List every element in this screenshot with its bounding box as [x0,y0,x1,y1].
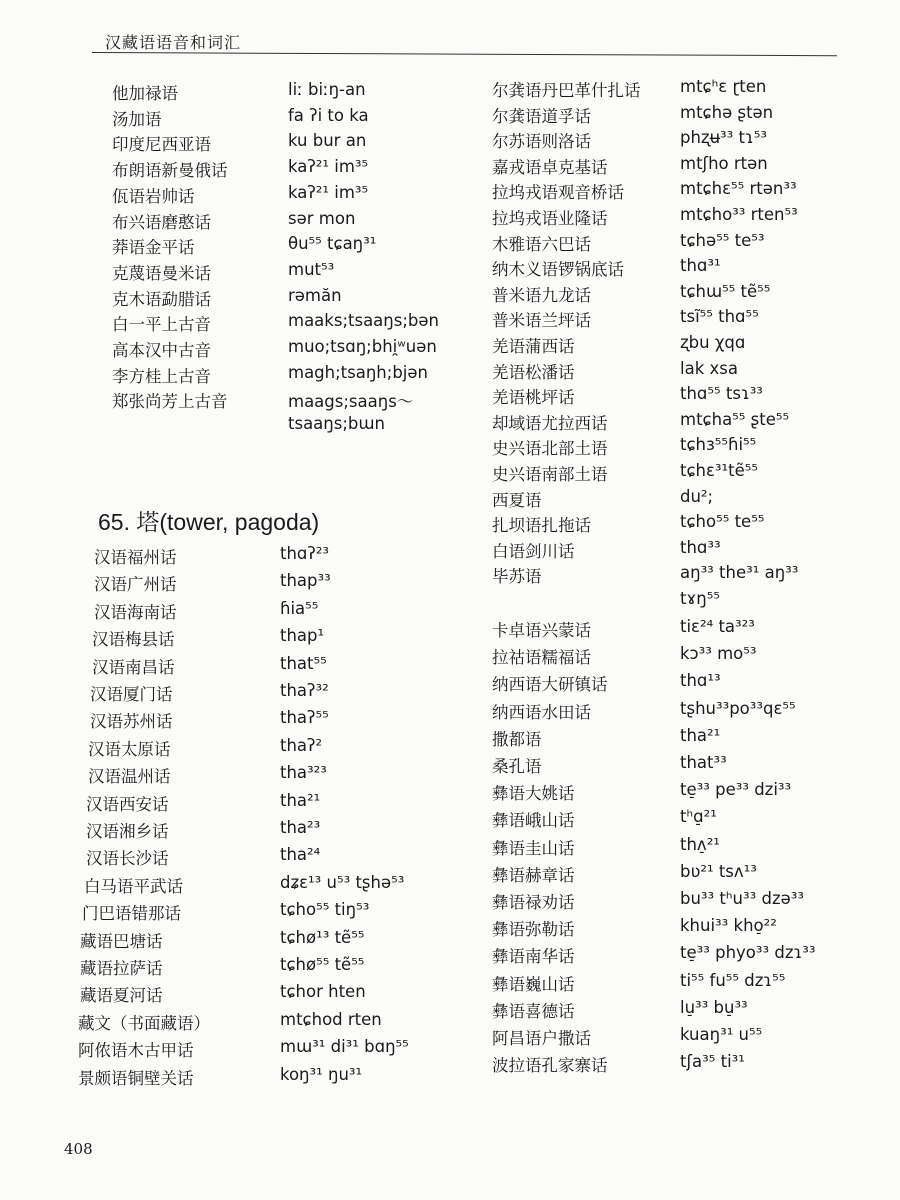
phonetic-form: mtɕʰɛ ɽten [680,77,767,96]
language-name: 汉语苏州话 [90,712,173,731]
language-name: 藏语夏河话 [80,986,163,1005]
phonetic-form: phʐʉ³³ tɿ⁵³ [680,128,767,147]
phonetic-form: thap¹ [280,626,325,645]
language-name: 史兴语南部土语 [492,465,608,484]
language-name: 藏语拉萨话 [80,959,163,978]
language-name: 汉语广州话 [94,575,177,594]
language-name: 汉语长沙话 [86,849,169,868]
running-header: 汉藏语语音和词汇 [105,33,242,52]
language-name: 却域语尤拉西话 [492,414,608,433]
phonetic-form: tha³²³ [280,763,327,782]
phonetic-form: te̠³³ phyo³³ dzɿ³³ [680,943,816,962]
language-name: 白语剑川话 [492,542,575,561]
language-name: 纳西语大研镇话 [492,675,608,694]
phonetic-form: mut⁵³ [288,260,335,279]
language-name: 门巴语错那话 [82,904,181,923]
phonetic-form: that³³ [680,753,727,772]
phonetic-form: mtɕhə ʂtən [680,103,774,122]
language-name: 克蔑语曼米话 [112,264,211,283]
language-name: 普米语兰坪话 [492,311,591,330]
phonetic-form: thɑ¹³ [680,671,721,690]
phonetic-form: tʃa³⁵ ti³¹ [680,1052,745,1071]
phonetic-form: tɕhø⁵⁵ tẽ⁵⁵ [280,955,365,974]
language-name: 尔龚语道孚话 [492,107,591,126]
language-name: 纳木义语锣锅底话 [492,260,624,279]
phonetic-form: lak xsa [680,359,738,378]
language-name: 彝语南华话 [492,947,575,966]
language-name: 史兴语北部土语 [492,439,608,458]
language-name: 尔龚语丹巴革什扎话 [492,81,641,100]
language-name: 彝语弥勒话 [492,920,575,939]
phonetic-form: fa ʔi to ka [288,106,369,125]
language-name: 白一平上古音 [112,315,211,334]
language-name: 波拉语孔家寨话 [492,1056,608,1075]
phonetic-form: kaʔ²¹ im³⁵ [288,157,369,176]
phonetic-form: tsĩ⁵⁵ thɑ⁵⁵ [680,307,759,326]
language-name: 彝语巍山话 [492,975,575,994]
phonetic-form: mtɕhod rten [280,1010,382,1029]
phonetic-form: kɔ³³ mo⁵³ [680,644,757,663]
phonetic-form: mɯ³¹ di³¹ bɑŋ⁵⁵ [280,1037,409,1056]
phonetic-form: tɕhɯ⁵⁵ tẽ⁵⁵ [680,282,771,301]
language-name: 嘉戎语卓克基话 [492,158,608,177]
language-name: 普米语九龙话 [492,286,591,305]
phonetic-form: mtɕha⁵⁵ ʂte⁵⁵ [680,410,790,429]
language-name: 布朗语新曼俄话 [112,161,228,180]
language-name: 布兴语磨憨话 [112,213,211,232]
language-name: 郑张尚芳上古音 [112,392,228,411]
language-name: 藏语巴塘话 [80,932,163,951]
phonetic-form: sər mon [288,209,356,228]
section-heading [98,504,319,537]
phonetic-form: muo;tsɑŋ;bhi̯ʷuən [288,337,437,356]
phonetic-form: tɕhor hten [280,982,366,1001]
phonetic-form: thaʔ⁵⁵ [280,708,329,727]
language-name: 李方桂上古音 [112,367,211,386]
language-name: 拉坞戎语观音桥话 [492,183,624,202]
phonetic-form: tɕhɛ³¹tẽ⁵⁵ [680,461,758,480]
phonetic-form: ku bur an [288,131,367,150]
section-title: 塔(tower, pagoda) [136,509,320,535]
language-name: 汉语西安话 [86,795,169,814]
language-name: 拉坞戎语业隆话 [492,209,608,228]
language-name: 景颇语铜壁关话 [78,1069,194,1088]
phonetic-form: tsaaŋs;bɯn [288,414,385,433]
phonetic-form: tɕho⁵⁵ te⁵⁵ [680,512,765,531]
phonetic-form: mtʃho rtən [680,154,768,173]
language-name: 汉语南昌话 [92,658,175,677]
phonetic-form: khui³³ kho̠²² [680,916,777,935]
language-name: 汉语海南话 [94,603,177,622]
language-name: 彝语峨山话 [492,811,575,830]
phonetic-form: ɦia⁵⁵ [280,599,319,618]
language-name: 印度尼西亚语 [112,135,211,154]
phonetic-form: ʐbu χqɑ [680,333,746,352]
language-name: 彝语喜德话 [492,1002,575,1021]
phonetic-form: tha²⁴ [280,845,321,864]
phonetic-form: liː biːŋ-an [288,80,366,99]
phonetic-form: thaʔ³² [280,681,329,700]
language-name: 羌语松潘话 [492,363,575,382]
language-name: 汉语太原话 [88,740,171,759]
language-name: 羌语蒲西话 [492,337,575,356]
phonetic-form: tɕho⁵⁵ tiŋ⁵³ [280,900,370,919]
language-name: 纳西语水田话 [492,703,591,722]
phonetic-form: tʂhu³³po³³qɛ⁵⁵ [680,699,796,718]
language-name: 汉语湘乡话 [86,822,169,841]
language-name: 高本汉中古音 [112,341,211,360]
phonetic-form: thʌ̠²¹ [680,835,720,854]
language-name: 克木语勐腊话 [112,290,211,309]
phonetic-form: te̠³³ pe³³ dzi³³ [680,780,792,799]
phonetic-form: mtɕho³³ rten⁵³ [680,205,798,224]
phonetic-form: thɑʔ²³ [280,544,330,563]
language-name: 桑孔语 [492,757,542,776]
language-name: 他加禄语 [112,84,178,103]
phonetic-form: tɕhø¹³ tẽ⁵⁵ [280,928,365,947]
phonetic-form: bʋ²¹ tsʌ¹³ [680,862,757,881]
phonetic-form: kuaŋ³¹ u⁵⁵ [680,1025,763,1044]
language-name: 彝语禄劝话 [492,893,575,912]
language-name: 扎坝语扎拖话 [492,516,591,535]
phonetic-form: aŋ³³ the³¹ aŋ³³ [680,563,799,582]
phonetic-form: kaʔ²¹ im³⁵ [288,183,369,202]
phonetic-form: thap³³ [280,571,331,590]
phonetic-form: tɤŋ⁵⁵ [680,589,720,608]
phonetic-form: magh;tsaŋh;bjən [288,363,428,382]
phonetic-form: bu³³ tʰu³³ dzə³³ [680,889,804,908]
phonetic-form: tɕhɜ⁵⁵ɦi⁵⁵ [680,435,757,454]
phonetic-form: thɑ³³ [680,538,721,557]
language-name: 汉语温州话 [88,767,171,786]
phonetic-form: thaʔ² [280,736,323,755]
phonetic-form: tha²¹ [280,791,321,810]
phonetic-form: tha²¹ [680,726,721,745]
language-name: 莽语金平话 [112,238,195,257]
phonetic-form: dʑɛ¹³ u⁵³ tʂhə⁵³ [280,873,405,892]
language-name: 汤加语 [112,110,162,129]
language-name: 彝语赫章话 [492,866,575,885]
phonetic-form: du²; [680,487,714,506]
phonetic-form: koŋ³¹ ŋu³¹ [280,1065,363,1084]
language-name: 撒都语 [492,730,542,749]
language-name: 彝语大姚话 [492,784,575,803]
language-name: 阿昌语户撒话 [492,1029,591,1048]
phonetic-form: tiɛ²⁴ ta³²³ [680,617,755,636]
phonetic-form: maaks;tsaaŋs;bən [288,311,439,330]
language-name: 羌语桃坪话 [492,388,575,407]
phonetic-form: tʰɑ̠²¹ [680,807,717,826]
language-name: 木雅语六巴话 [492,235,591,254]
language-name: 西夏语 [492,491,542,510]
language-name: 白马语平武话 [84,877,183,896]
phonetic-form: rəmăn [288,286,342,305]
language-name: 汉语厦门话 [90,685,173,704]
phonetic-form: lu̠³³ bu̠³³ [680,998,748,1017]
language-name: 尔苏语则洛话 [492,132,591,151]
header-rule [92,52,837,56]
phonetic-form: mtɕhɛ⁵⁵ rtən³³ [680,179,797,198]
phonetic-form: θu⁵⁵ tɕaŋ³¹ [288,234,377,253]
language-name: 阿侬语木古甲话 [78,1041,194,1060]
phonetic-form: ti⁵⁵ fu⁵⁵ dzɿ⁵⁵ [680,971,786,990]
phonetic-form: maags;saaŋs～ [288,392,414,411]
language-name: 汉语梅县话 [92,630,175,649]
phonetic-form: tɕhə⁵⁵ te⁵³ [680,231,765,250]
language-name: 藏文（书面藏语） [78,1014,210,1033]
phonetic-form: that⁵⁵ [280,654,327,673]
language-name: 汉语福州话 [94,548,177,567]
phonetic-form: thɑ³¹ [680,256,721,275]
phonetic-form: tha²³ [280,818,321,837]
page-number: 408 [64,1140,93,1158]
language-name: 拉祜语糯福话 [492,648,591,667]
language-name: 彝语圭山话 [492,839,575,858]
phonetic-form: thɑ⁵⁵ tsɿ³³ [680,384,763,403]
language-name: 佤语岩帅话 [112,187,195,206]
section-number: 65. [98,509,130,535]
language-name: 卡卓语兴蒙话 [492,621,591,640]
language-name: 毕苏语 [492,567,542,586]
